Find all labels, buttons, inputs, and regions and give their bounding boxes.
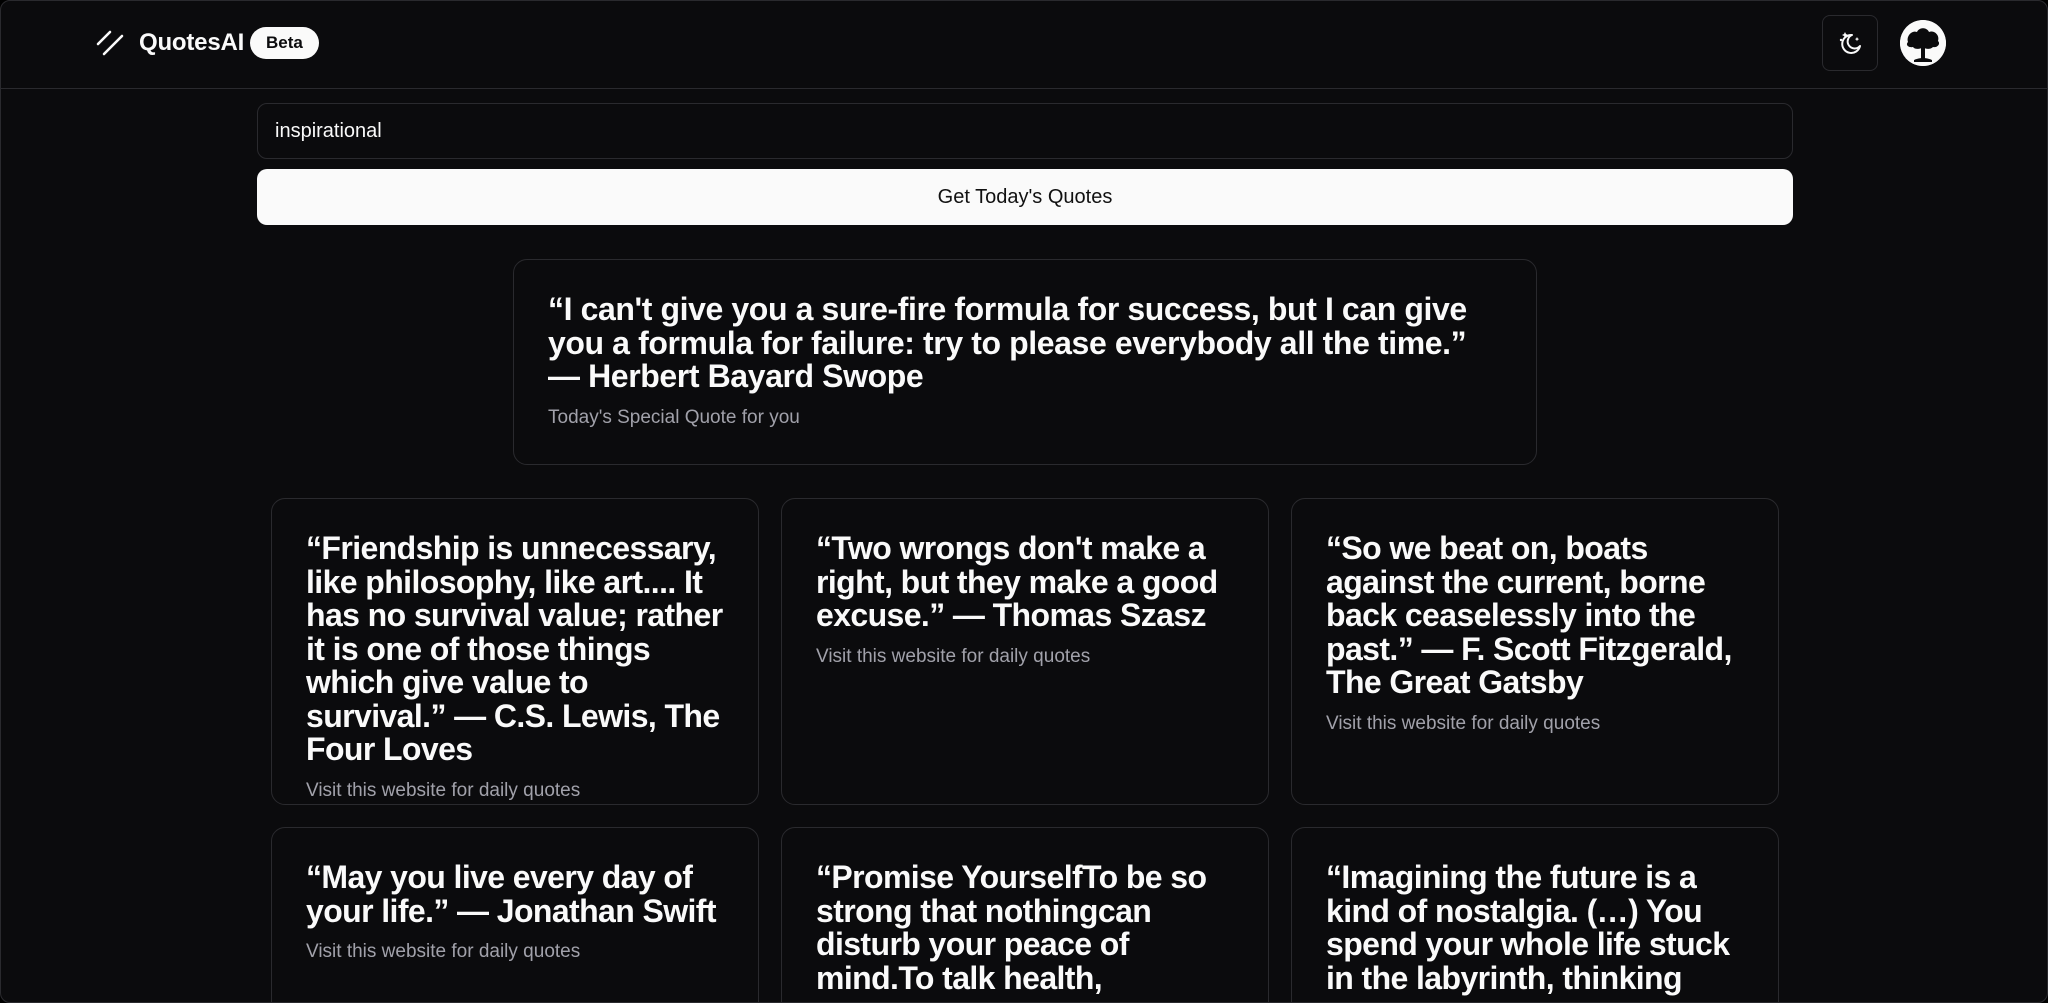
quote-text: “Two wrongs don't make a right, but they make a good excuse.” — Thomas Szasz <box>816 530 1218 633</box>
brand-name[interactable]: QuotesAI <box>139 29 245 56</box>
quote-card[interactable] <box>1291 498 1779 805</box>
quote-text: “Promise YourselfTo be so strong that nothingcan disturb your peace of mind.To talk health, <box>816 859 1207 996</box>
topic-search-input[interactable] <box>257 103 1793 159</box>
quote-card[interactable] <box>271 498 759 805</box>
quote-subtitle: Visit this website for daily quotes <box>306 941 581 962</box>
quote-text: “Imagining the future is a kind of nostalgia. (…) You spend your whole life stuck in the labyrinth, thinking <box>1326 859 1730 996</box>
theme-toggle-button[interactable] <box>1822 15 1878 71</box>
quote-text: “May you live every day of your life.” — Jonathan Swift <box>306 859 716 929</box>
quote-subtitle: Visit this website for daily quotes <box>306 779 581 801</box>
featured-quote-text: “I can't give you a sure-fire formula for success, but I can give you a formula for failure: try to please everybody all the time.” — Herbert Bayard Swope <box>548 291 1467 394</box>
top-navigation-bar <box>1 1 2047 89</box>
featured-quote-card <box>513 259 1537 465</box>
user-avatar[interactable] <box>1900 20 1946 66</box>
quote-text: “So we beat on, boats against the current, borne back ceaselessly into the past.” — F. Scott Fitzgerald, The Great Gatsby <box>1326 530 1732 700</box>
quote-subtitle: Visit this website for daily quotes <box>816 645 1091 667</box>
quote-subtitle: Visit this website for daily quotes <box>1326 712 1601 734</box>
quote-card[interactable] <box>781 498 1269 805</box>
quote-text: “Friendship is unnecessary, like philosophy, like art.... It has no survival value; rather it is one of those things which give value to survival.” — C.S. Lewis, The Four Loves <box>306 530 723 767</box>
quote-card[interactable] <box>1291 827 1779 1003</box>
quote-card[interactable] <box>781 827 1269 1003</box>
slashes-icon[interactable] <box>95 29 125 57</box>
quote-card[interactable] <box>271 827 759 1003</box>
moon-stars-icon <box>1836 29 1864 57</box>
featured-quote-subtitle: Today's Special Quote for you <box>548 406 800 428</box>
beta-badge: Beta <box>250 27 319 59</box>
tree-avatar-icon <box>1900 20 1946 66</box>
get-quotes-button[interactable]: Get Today's Quotes <box>257 169 1793 225</box>
